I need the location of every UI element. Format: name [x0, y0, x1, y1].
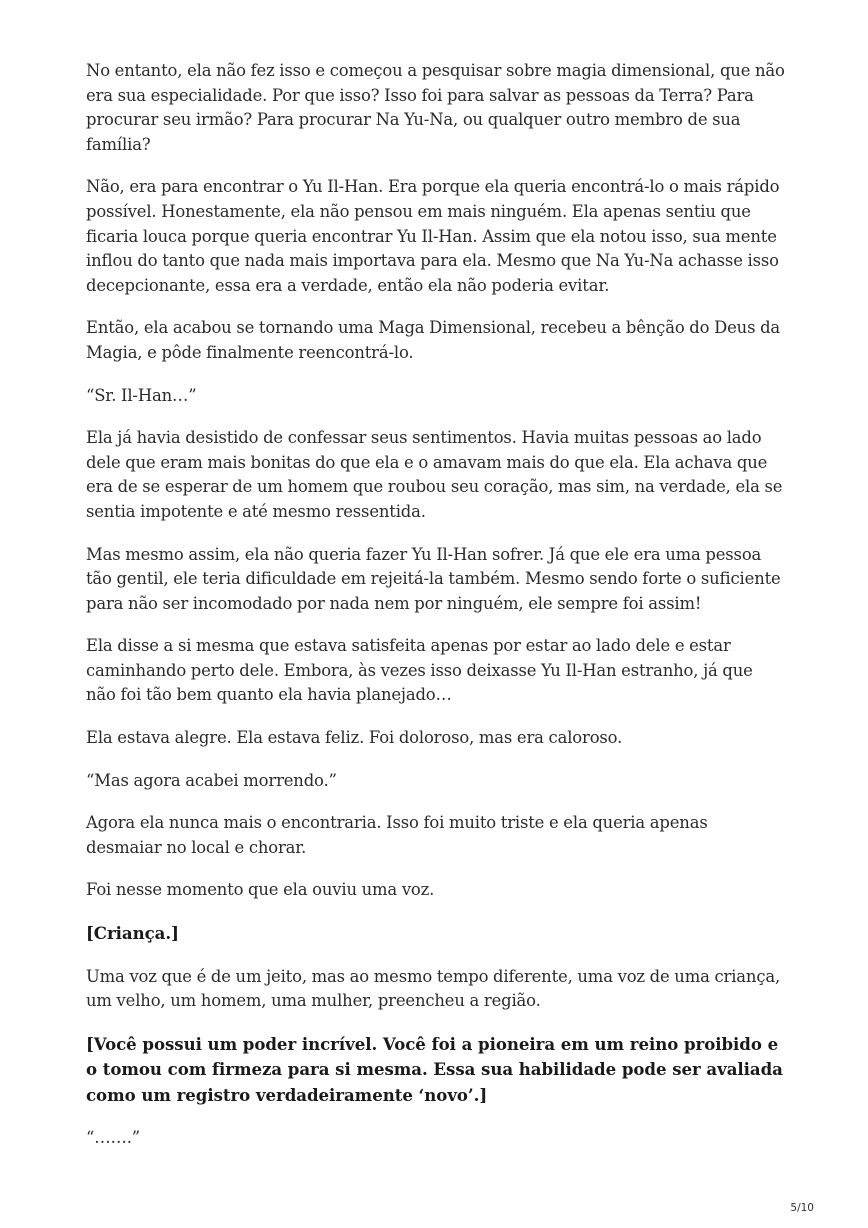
paragraph-10: Agora ela nunca mais o encontraria. Isso foi muito triste e ela queria apenas desmaiar no local e chorar. [86, 813, 708, 857]
paragraph-3: Então, ela acabou se tornando uma Maga Dimensional, recebeu a bênção do Deus da Magia, e pôde finalmente reencontrá-lo. [86, 318, 781, 362]
paragraph-2: Não, era para encontrar o Yu Il-Han. Era porque ela queria encontrá-lo o mais rápido possível. Honestamente, ela não pensou em mais ninguém. Ela apenas sentiu que ficaria louca porque queria encontrar Yu Il-Han. Assim que ela notou isso, sua mente inflou do tanto que nada mais importava para ela. Mesmo que Na Yu-Na achasse isso decepcionante, essa era a verdade, então ela não poderia evitar. [86, 177, 780, 295]
paragraph-4: “Sr. Il-Han…” [86, 385, 197, 405]
paragraph-7: Ela disse a si mesma que estava satisfeita apenas por estar ao lado dele e estar caminhando perto dele. Embora, às vezes isso deixasse Yu Il-Han estranho, já que não foi tão bem quanto ela havia planejado… [86, 636, 753, 705]
paragraph-1: No entanto, ela não fez isso e começou a pesquisar sobre magia dimensional, que não era sua especialidade. Por que isso? Isso foi para salvar as pessoas da Terra? Para procurar seu irmão? Para procurar Na Yu-Na, ou qualquer outro membro de sua família? [86, 61, 785, 154]
system-message-heading: [Criança.] [86, 923, 179, 944]
paragraph-9: “Mas agora acabei morrendo.” [86, 770, 337, 790]
paragraph-15: “…….” [86, 1128, 141, 1148]
document-body [86, 59, 786, 1169]
paragraph-11: Foi nesse momento que ela ouviu uma voz. [86, 880, 435, 900]
paragraph-6: Mas mesmo assim, ela não queria fazer Yu Il-Han sofrer. Já que ele era uma pessoa tão gentil, ele teria dificuldade em rejeitá-la também. Mesmo sendo forte o suficiente para não ser incomodado por nada nem por ninguém, ele sempre foi assim! [86, 544, 781, 613]
paragraph-8: Ela estava alegre. Ela estava feliz. Foi doloroso, mas era caloroso. [86, 728, 623, 748]
paragraph-5: Ela já havia desistido de confessar seus sentimentos. Havia muitas pessoas ao lado dele que eram mais bonitas do que ela e o amavam mais do que ela. Ela achava que era de se esperar de um homem que roubou seu coração, mas sim, na verdade, ela se sentia impotente e até mesmo ressentida. [86, 428, 783, 521]
paragraph-13: Uma voz que é de um jeito, mas ao mesmo tempo diferente, uma voz de uma criança, um velho, um homem, uma mulher, preencheu a região. [86, 966, 781, 1011]
system-message: [Você possui um poder incrível. Você foi a pioneira em um reino proibido e o tomou com firmeza para si mesma. Essa sua habilidade pode ser avaliada como um registro verdadeiramente ‘novo’.] [86, 1033, 783, 1105]
page-number: 5/10 [790, 1202, 814, 1214]
